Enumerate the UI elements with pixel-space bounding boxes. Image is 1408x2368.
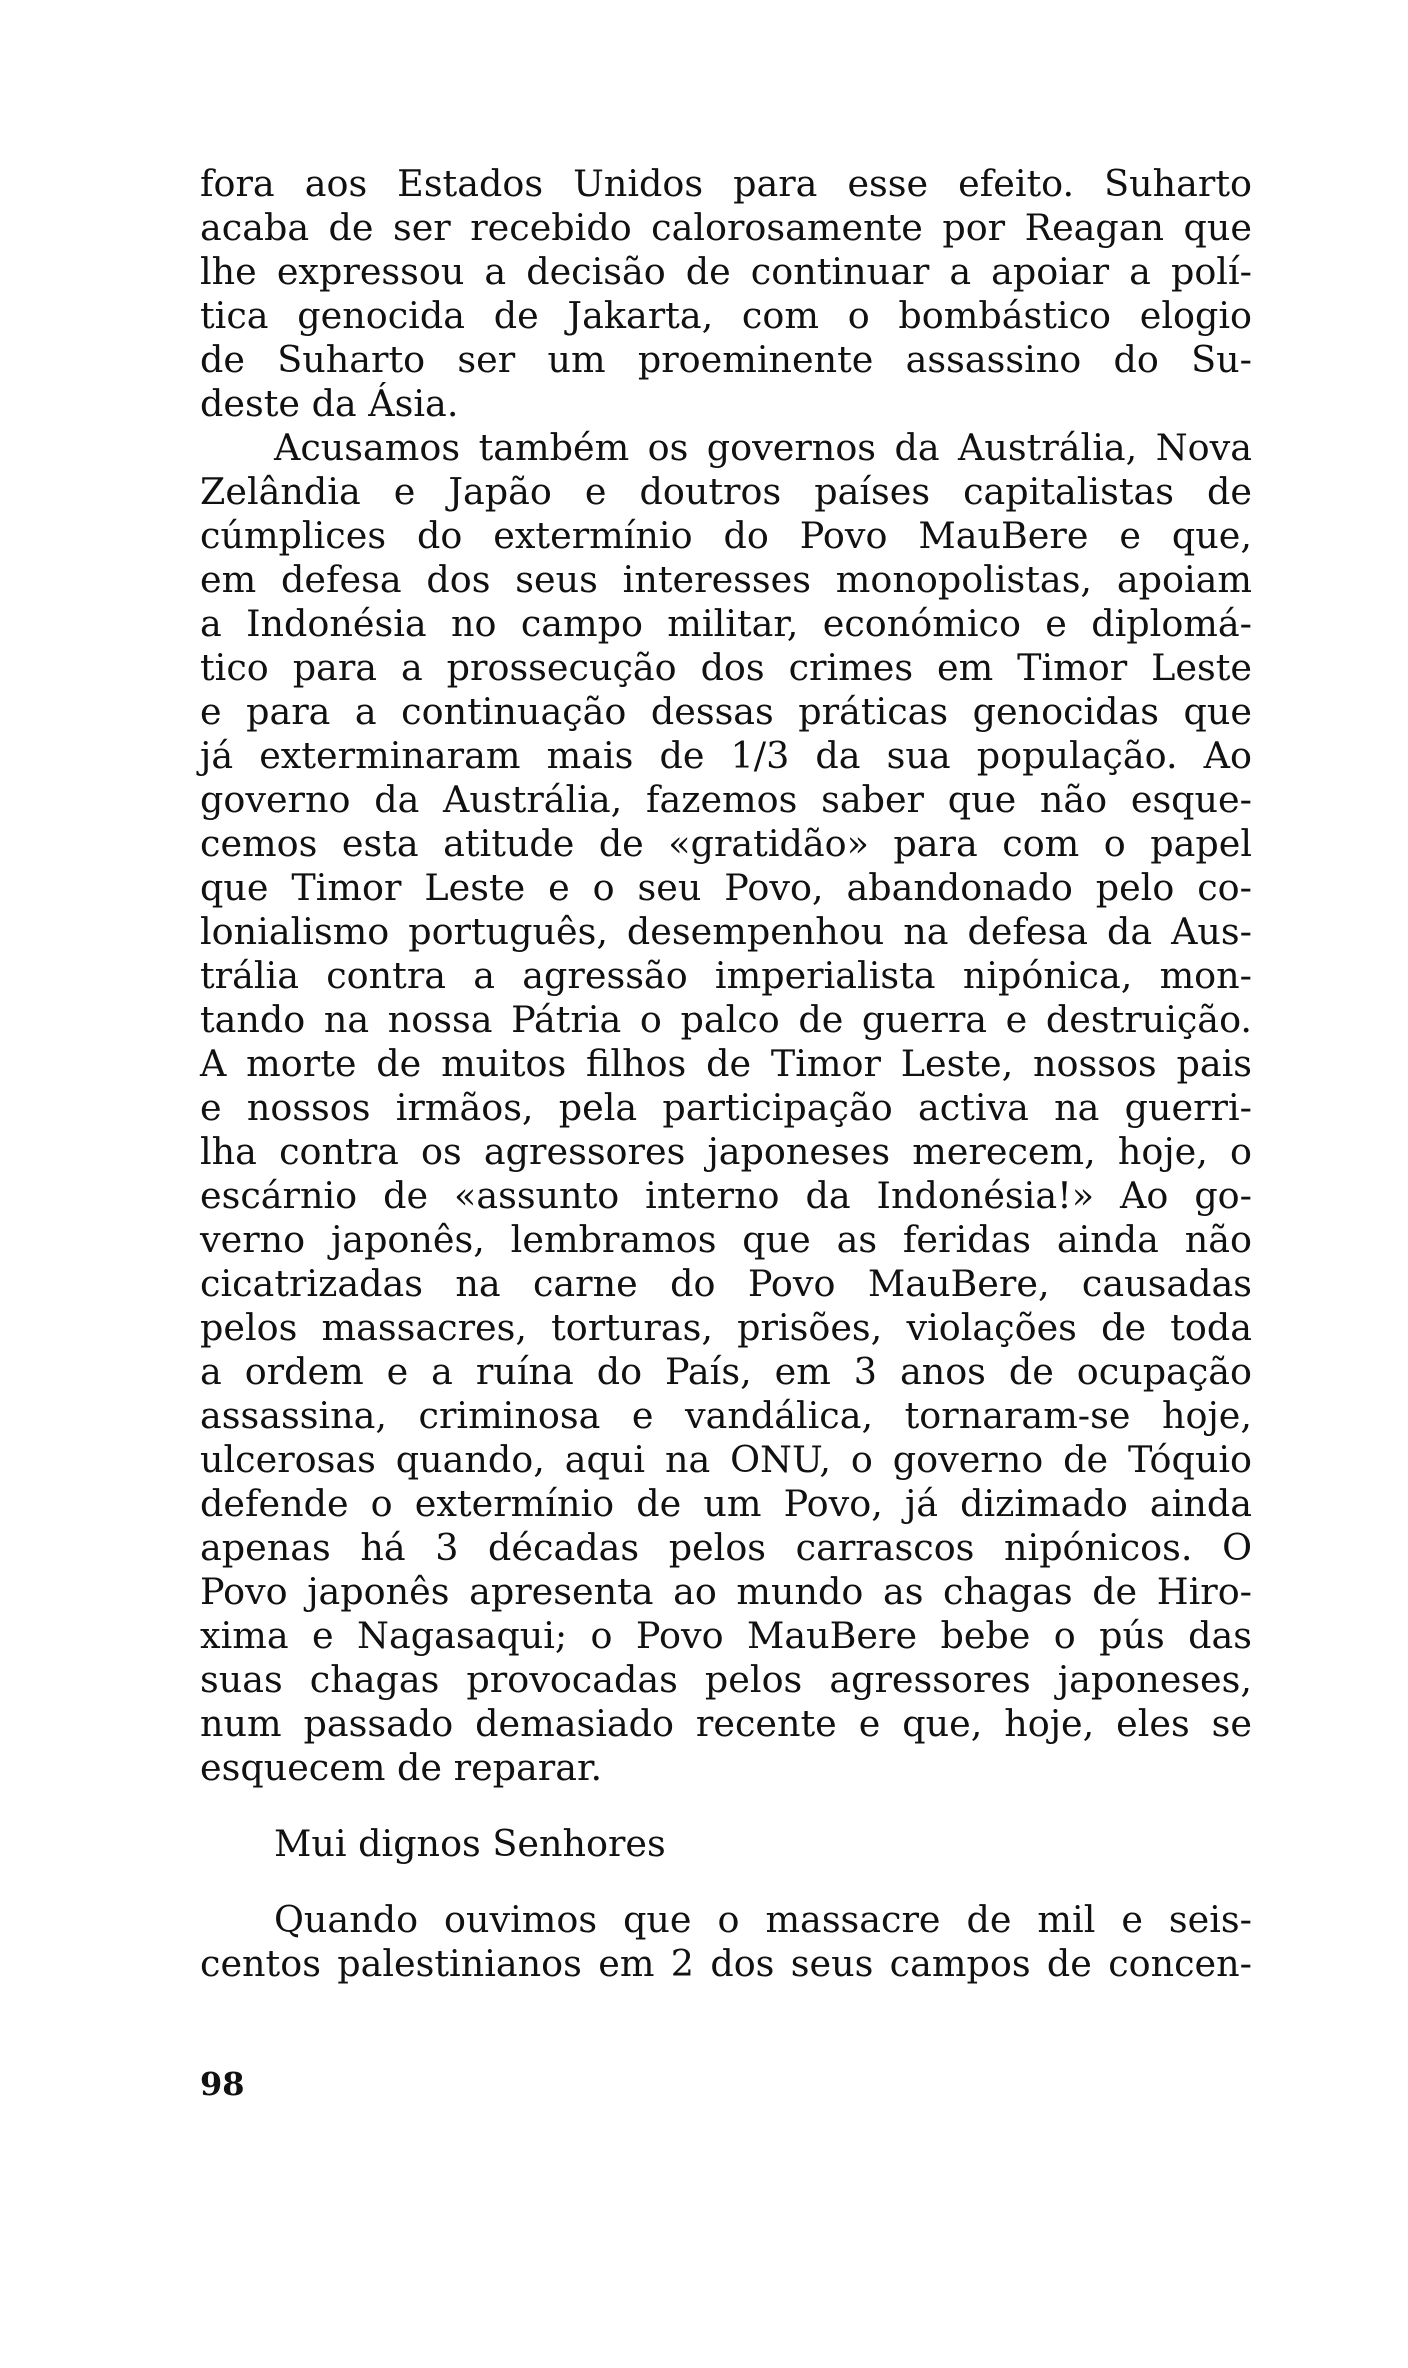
page-number: 98 bbox=[200, 2065, 245, 2103]
paragraph bbox=[200, 1898, 1252, 1986]
text-line: xima e Nagasaqui; o Povo MauBere bebe o pús das bbox=[200, 1614, 1252, 1657]
text-line: trália contra a agressão imperialista nipónica, mon- bbox=[200, 954, 1252, 997]
text-line: lha contra os agressores japoneses merecem, hoje, o bbox=[200, 1130, 1252, 1173]
body-text bbox=[200, 162, 1252, 1986]
text-line: e para a continuação dessas práticas genocidas que bbox=[200, 690, 1252, 733]
text-line: fora aos Estados Unidos para esse efeito. Suharto bbox=[200, 162, 1252, 205]
text-line: num passado demasiado recente e que, hoje, eles se bbox=[200, 1702, 1252, 1745]
text-line: lonialismo português, desempenhou na defesa da Aus- bbox=[200, 910, 1252, 953]
text-line: tico para a prossecução dos crimes em Timor Leste bbox=[200, 646, 1252, 689]
paragraph bbox=[200, 426, 1252, 1790]
text-line: Quando ouvimos que o massacre de mil e seis- bbox=[274, 1898, 1252, 1941]
text-line: de Suharto ser um proeminente assassino do Su- bbox=[200, 338, 1252, 381]
text-line: Mui dignos Senhores bbox=[274, 1822, 666, 1865]
text-line: tando na nossa Pátria o palco de guerra e destruição. bbox=[200, 998, 1252, 1041]
text-line: centos palestinianos em 2 dos seus campos de concen- bbox=[200, 1942, 1252, 1985]
text-line: governo da Austrália, fazemos saber que não esque- bbox=[200, 778, 1252, 821]
text-line: e nossos irmãos, pela participação activa na guerri- bbox=[200, 1086, 1252, 1129]
text-line: tica genocida de Jakarta, com o bombástico elogio bbox=[200, 294, 1252, 337]
text-line: A morte de muitos filhos de Timor Leste, nossos pais bbox=[200, 1042, 1252, 1085]
text-line: suas chagas provocadas pelos agressores japoneses, bbox=[200, 1658, 1252, 1701]
text-line: cemos esta atitude de «gratidão» para com o papel bbox=[200, 822, 1252, 865]
text-line: a Indonésia no campo militar, económico e diplomá- bbox=[200, 602, 1252, 645]
text-line: pelos massacres, torturas, prisões, violações de toda bbox=[200, 1306, 1252, 1349]
text-line: Povo japonês apresenta ao mundo as chagas de Hiro- bbox=[200, 1570, 1252, 1613]
paragraph-gap bbox=[200, 1866, 1252, 1898]
text-line: ulcerosas quando, aqui na ONU, o governo de Tóquio bbox=[200, 1438, 1252, 1481]
text-line: em defesa dos seus interesses monopolistas, apoiam bbox=[200, 558, 1252, 601]
text-line: esquecem de reparar. bbox=[200, 1746, 603, 1789]
paragraph bbox=[200, 162, 1252, 426]
text-line: escárnio de «assunto interno da Indonésia!» Ao go- bbox=[200, 1174, 1252, 1217]
text-line: que Timor Leste e o seu Povo, abandonado pelo co- bbox=[200, 866, 1252, 909]
text-line: defende o extermínio de um Povo, já dizimado ainda bbox=[200, 1482, 1252, 1525]
salutation bbox=[200, 1822, 1252, 1866]
text-line: cúmplices do extermínio do Povo MauBere e que, bbox=[200, 514, 1252, 557]
text-line: cicatrizadas na carne do Povo MauBere, causadas bbox=[200, 1262, 1252, 1305]
paragraph-gap bbox=[200, 1790, 1252, 1822]
text-line: verno japonês, lembramos que as feridas ainda não bbox=[200, 1218, 1252, 1261]
text-line: lhe expressou a decisão de continuar a apoiar a polí- bbox=[200, 250, 1252, 293]
text-line: assassina, criminosa e vandálica, tornaram-se hoje, bbox=[200, 1394, 1252, 1437]
text-line: a ordem e a ruína do País, em 3 anos de ocupação bbox=[200, 1350, 1252, 1393]
text-line: já exterminaram mais de 1/3 da sua população. Ao bbox=[200, 734, 1252, 777]
text-line: apenas há 3 décadas pelos carrascos nipónicos. O bbox=[200, 1526, 1252, 1569]
text-line: Zelândia e Japão e doutros países capitalistas de bbox=[200, 470, 1252, 513]
text-line: deste da Ásia. bbox=[200, 382, 459, 425]
text-line: acaba de ser recebido calorosamente por Reagan que bbox=[200, 206, 1252, 249]
text-line: Acusamos também os governos da Austrália, Nova bbox=[274, 426, 1252, 469]
